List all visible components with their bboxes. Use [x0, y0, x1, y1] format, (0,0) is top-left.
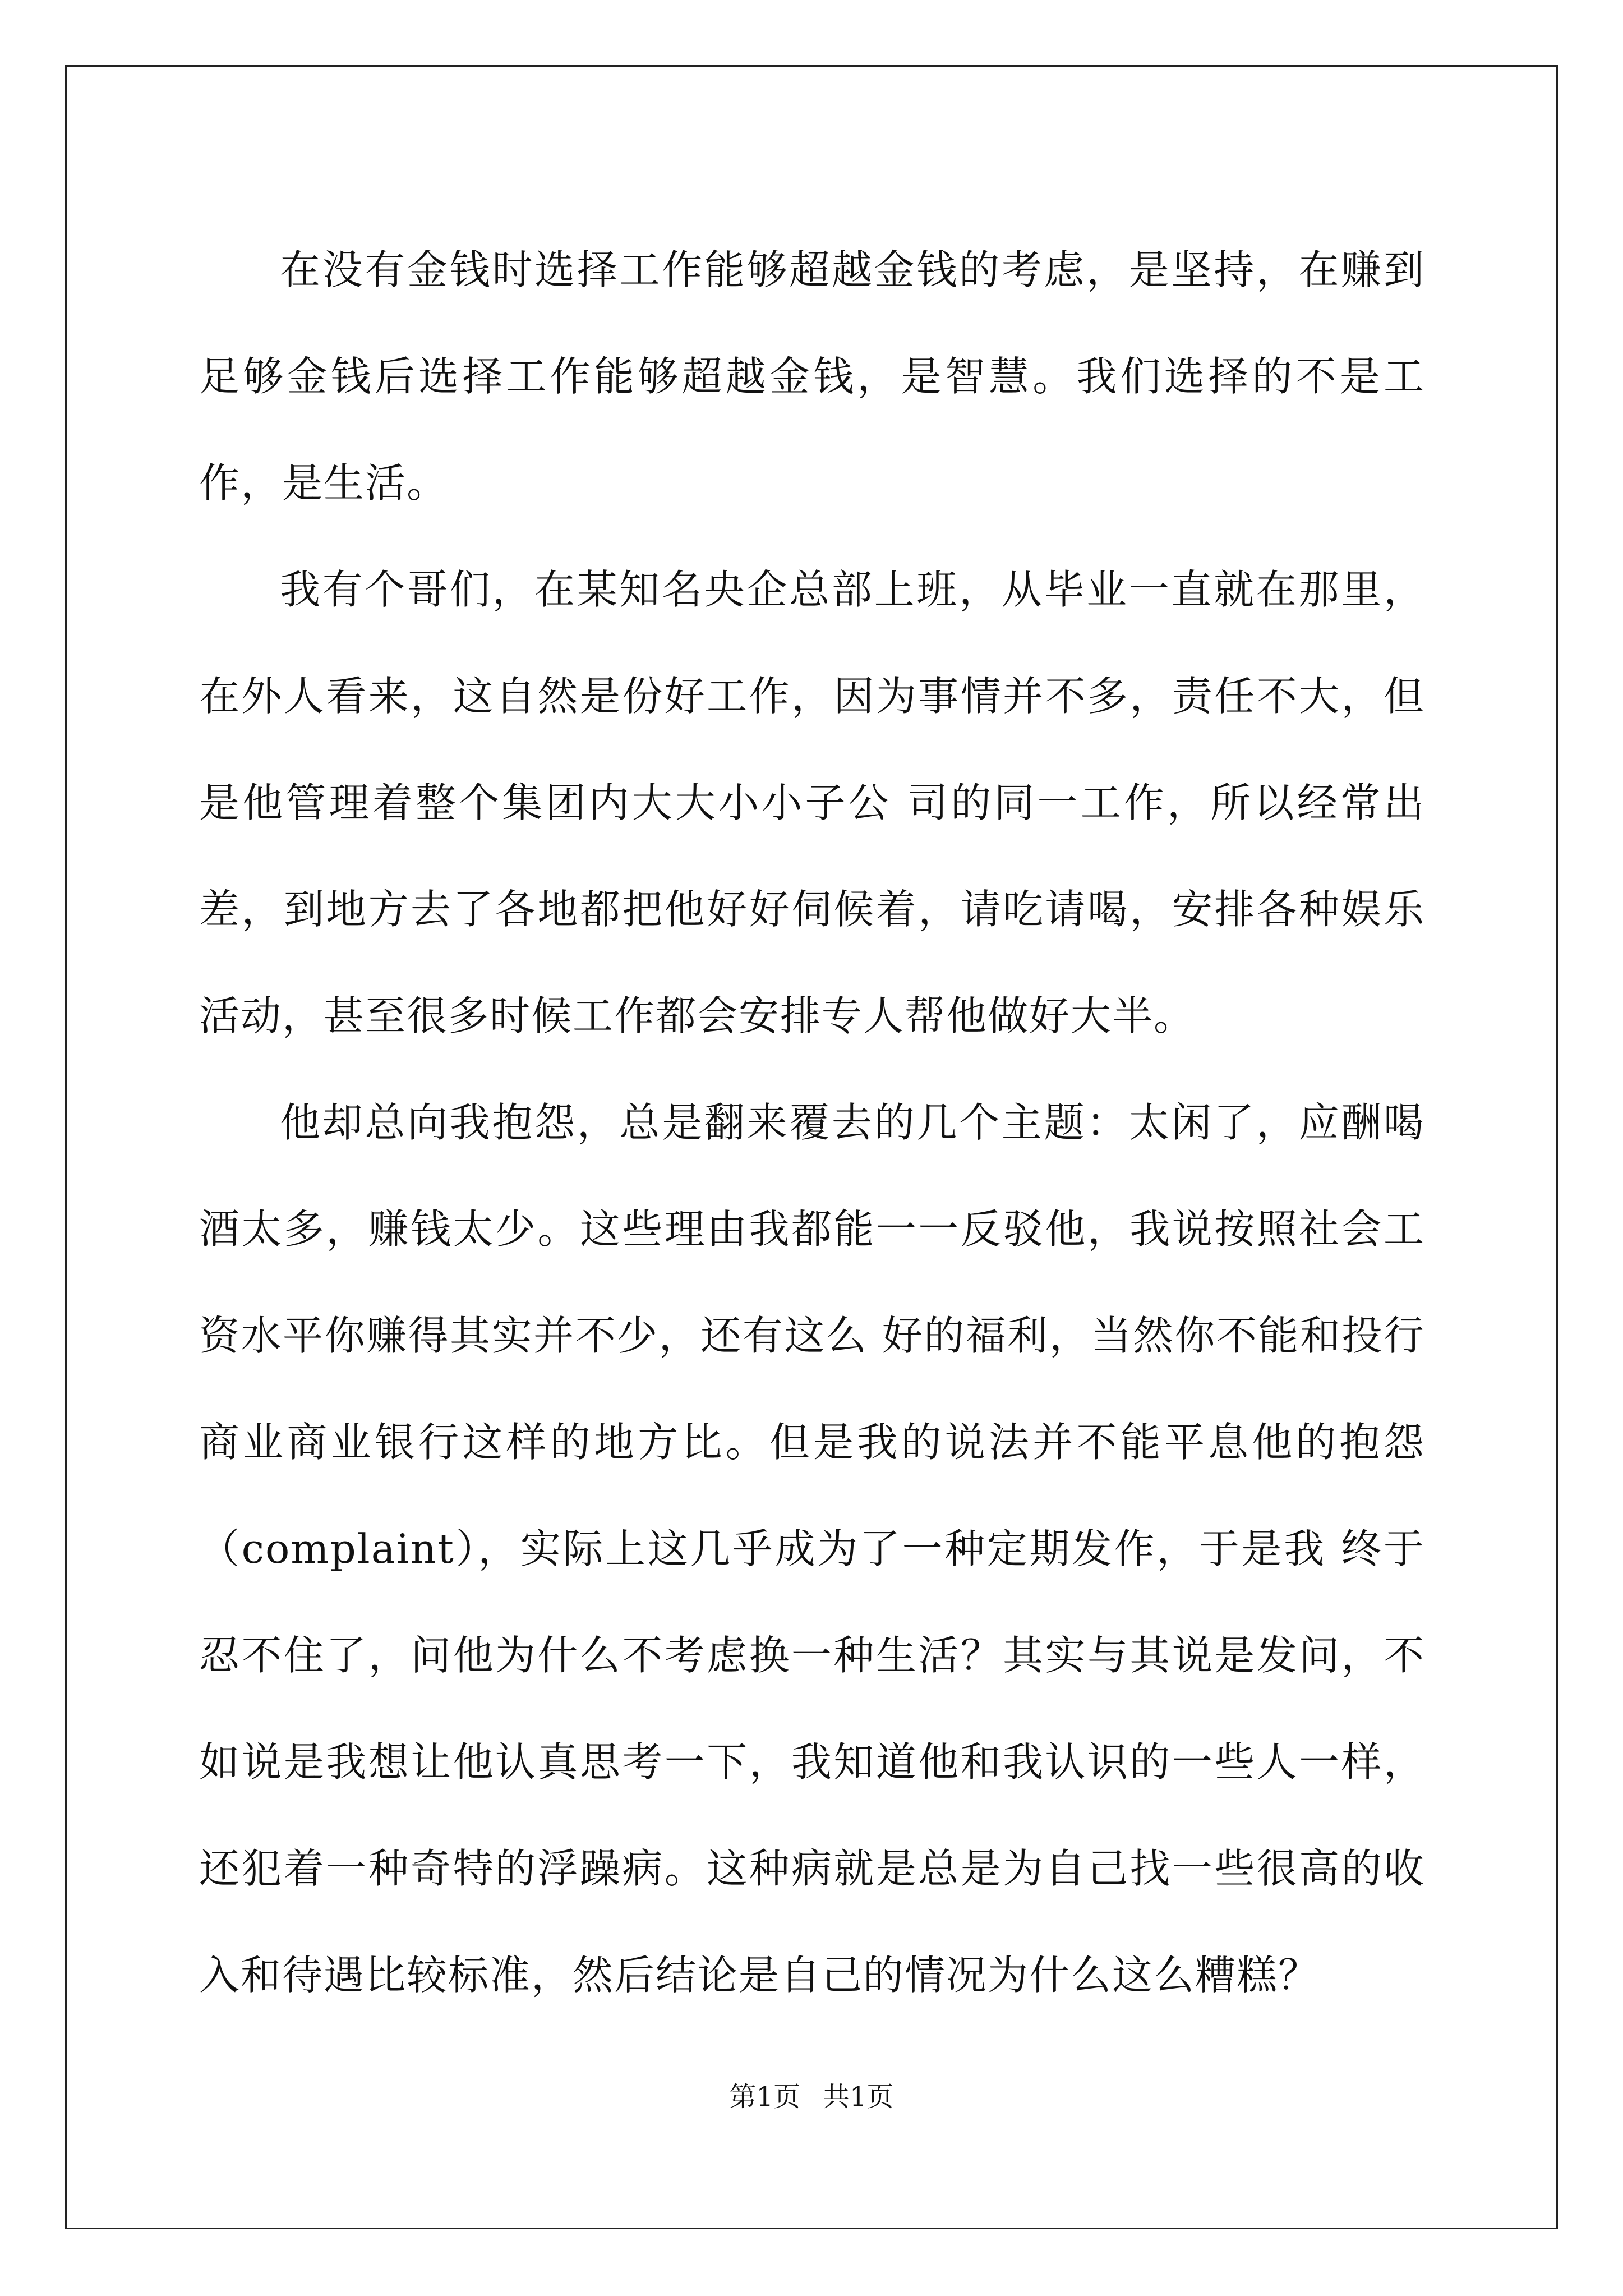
page-number-current: 第1页	[729, 2081, 800, 2113]
page-footer	[0, 2080, 1623, 2114]
document-body	[199, 217, 1425, 2028]
paragraph-2: 我有个哥们，在某知名央企总部上班，从毕业一直就在那里，在外人看来，这自然是份好工作，因为事情并不多，责任不大，但是他管理着整个集团内大大小小子公 司的同一工作，所以经常出差，到地方去了各地都把他好好伺候着，请吃请喝，安排各种娱乐活动，甚至很多时候工作都会安排专人帮他做好大半。	[199, 566, 1425, 1039]
page-number-total: 共1页	[823, 2081, 894, 2113]
paragraph-1: 在没有金钱时选择工作能够超越金钱的考虑，是坚持，在赚到足够金钱后选择工作能够超越金钱，是智慧。我们选择的不是工作，是生活。	[199, 246, 1425, 507]
paragraph-3: 他却总向我抱怨，总是翻来覆去的几个主题：太闲了，应酬喝酒太多，赚钱太少。这些理由我都能一一反驳他，我说按照社会工资水平你赚得其实并不少，还有这么 好的福利，当然你不能和投行商业商业银行这样的地方比。但是我的说法并不能平息他的抱怨（complaint），实际上这几乎成为了一种定期发作，于是我 终于忍不住了，问他为什么不考虑换一种生活？其实与其说是发问，不如说是我想让他认真思考一下，我知道他和我认识的一些人一样，还犯着一种奇特的浮躁病。这种病就是总是为自己找一些很高的收入和待遇比较标准，然后结论是自己的情况为什么这么糟糕？	[199, 1099, 1425, 1999]
